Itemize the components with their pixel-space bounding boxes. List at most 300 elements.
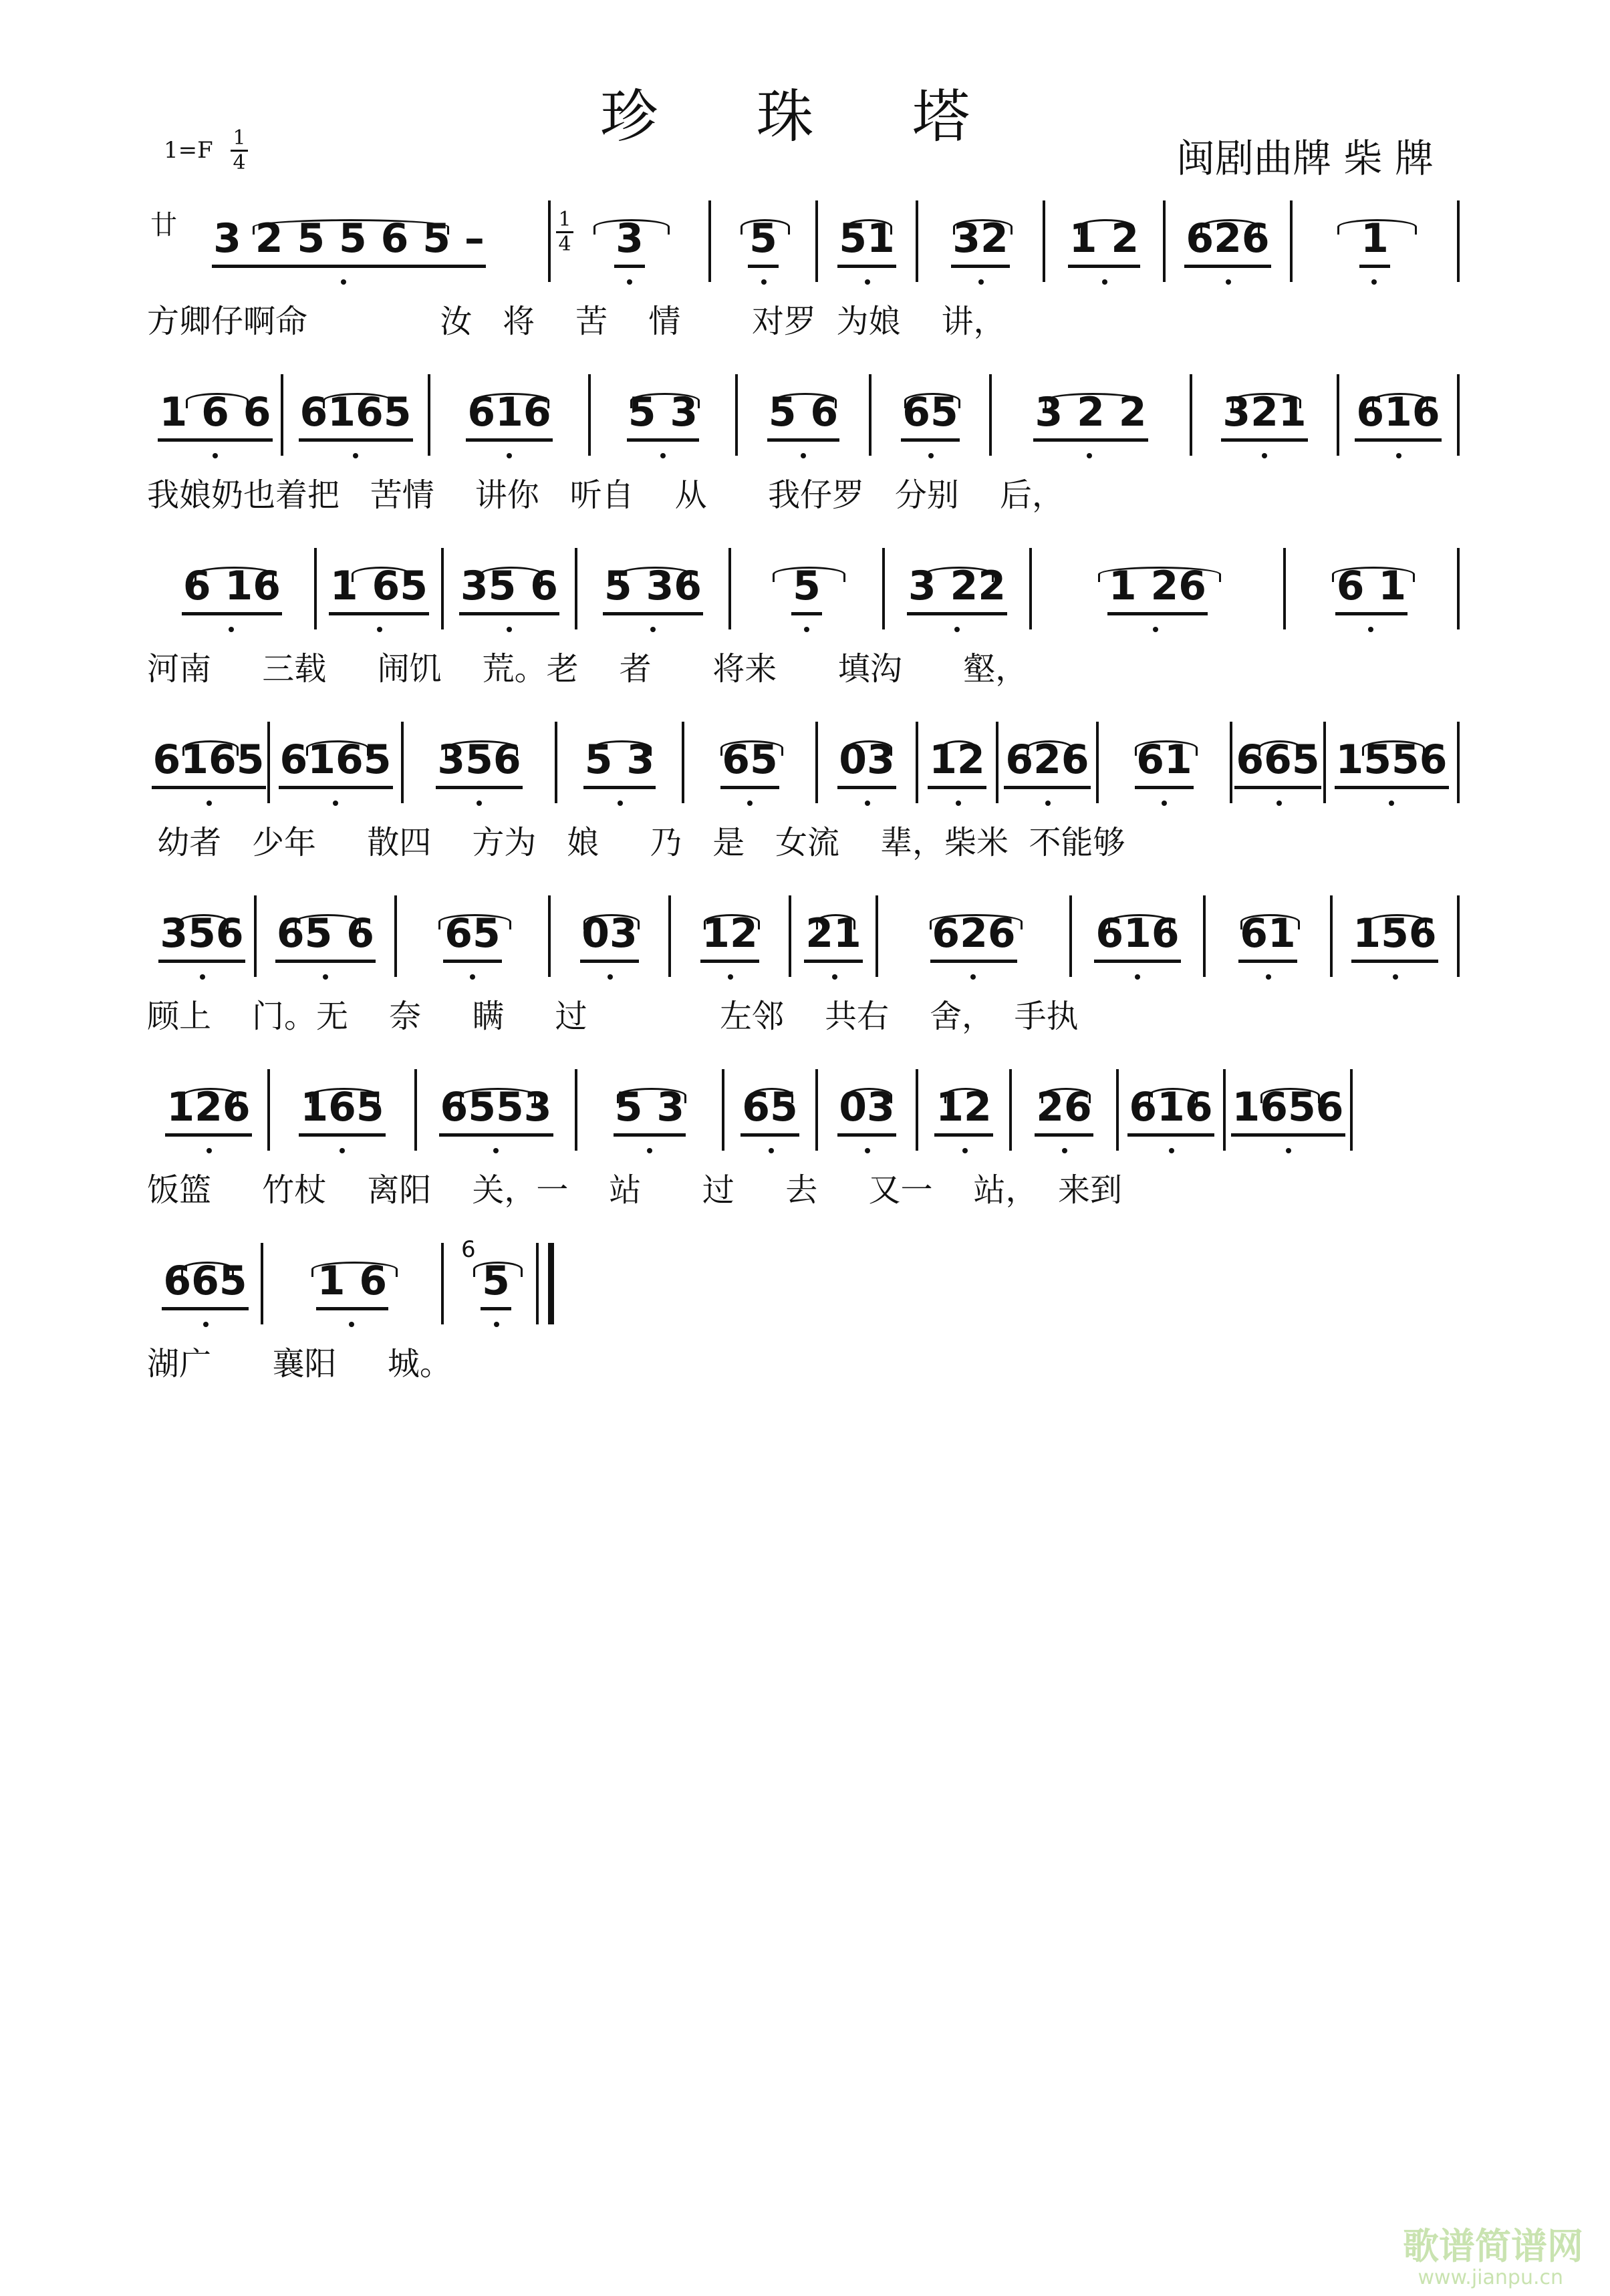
measure-notes: 156 bbox=[1353, 910, 1437, 957]
measure-notes: 6165 bbox=[299, 389, 412, 436]
measure-notes: 5 3 bbox=[584, 736, 655, 783]
measure bbox=[424, 1084, 568, 1137]
octave-dot bbox=[1371, 279, 1377, 285]
measure bbox=[1236, 736, 1320, 790]
slur bbox=[438, 914, 511, 929]
measure-notes: 616 bbox=[467, 389, 551, 436]
octave-dot bbox=[761, 279, 767, 285]
barline bbox=[708, 200, 711, 282]
barline bbox=[1009, 1069, 1012, 1151]
octave-dot bbox=[962, 1148, 968, 1153]
measure bbox=[925, 736, 989, 790]
octave-dot bbox=[647, 1148, 652, 1153]
measure bbox=[718, 215, 809, 269]
barline bbox=[876, 895, 878, 977]
slur bbox=[953, 219, 1013, 235]
measure-notes: 21 bbox=[805, 910, 861, 957]
slur bbox=[1260, 1088, 1320, 1103]
barline bbox=[1457, 895, 1460, 977]
slur bbox=[1258, 740, 1301, 756]
barline bbox=[575, 1069, 577, 1151]
slur bbox=[480, 567, 543, 582]
measure bbox=[925, 1084, 1002, 1137]
slur bbox=[1041, 1088, 1091, 1103]
time-signature bbox=[231, 127, 248, 174]
barline bbox=[1330, 895, 1333, 977]
barline bbox=[668, 895, 671, 977]
barline bbox=[1069, 895, 1072, 977]
barline bbox=[1096, 722, 1099, 803]
measure bbox=[290, 389, 421, 442]
measure bbox=[404, 910, 541, 964]
octave-dot bbox=[323, 974, 328, 980]
measure bbox=[156, 1084, 261, 1137]
inline-time-signature bbox=[556, 208, 573, 256]
octave-dot bbox=[1087, 453, 1092, 458]
time-denominator: 4 bbox=[558, 233, 571, 256]
barline bbox=[1350, 1069, 1353, 1151]
watermark-logo: 歌谱简谱网 bbox=[1403, 2225, 1583, 2267]
octave-dot bbox=[203, 1322, 209, 1327]
measure-notes: 626 bbox=[1005, 736, 1089, 783]
slur bbox=[1240, 914, 1300, 929]
slur bbox=[473, 393, 549, 408]
lyrics-line: 我娘奶也着把 苦情 讲你 听自 从 我仔罗 分别 后， bbox=[147, 476, 1064, 514]
measure bbox=[998, 389, 1183, 442]
barline bbox=[401, 722, 404, 803]
measure-notes: 1 65 bbox=[329, 563, 428, 609]
barline bbox=[1116, 1069, 1119, 1151]
barline bbox=[789, 895, 791, 977]
barline bbox=[1230, 722, 1232, 803]
barline bbox=[996, 722, 998, 803]
octave-dot bbox=[1286, 1148, 1291, 1153]
measure bbox=[557, 910, 662, 964]
barline bbox=[555, 722, 557, 803]
barline bbox=[869, 374, 871, 456]
barline bbox=[575, 548, 577, 629]
lyrics-line: 饭篮 竹杖 离阳 关，一 站 过 去 又一 站， 来到 bbox=[147, 1171, 1123, 1209]
measure bbox=[825, 215, 909, 269]
barline bbox=[441, 548, 444, 629]
slur bbox=[720, 740, 783, 756]
measure-notes: 356 bbox=[437, 736, 521, 783]
barline bbox=[1283, 548, 1286, 629]
measure bbox=[277, 736, 394, 790]
lyrics-line: 方卿仔啊命 汝 将 苦 情 对罗 为娘 讲， bbox=[147, 303, 1006, 340]
slur bbox=[846, 219, 892, 235]
slur bbox=[194, 567, 274, 582]
slur bbox=[751, 1088, 793, 1103]
slur bbox=[1372, 393, 1428, 408]
octave-dot bbox=[728, 974, 733, 980]
score-row bbox=[147, 895, 1477, 1062]
octave-dot bbox=[470, 974, 475, 980]
octave-dot bbox=[660, 453, 666, 458]
measure bbox=[825, 1084, 909, 1137]
measure bbox=[410, 736, 548, 790]
measure-notes: 1 bbox=[1361, 215, 1389, 262]
measure bbox=[1005, 736, 1089, 790]
measure-notes: 65 bbox=[444, 910, 501, 957]
measure-notes: 3 2 5 5 6 5 – bbox=[213, 215, 485, 262]
slur bbox=[1135, 740, 1198, 756]
octave-dot bbox=[493, 1148, 499, 1153]
measure bbox=[892, 563, 1023, 616]
octave-dot bbox=[1045, 801, 1051, 806]
time-numerator: 1 bbox=[558, 208, 571, 231]
measure bbox=[878, 389, 982, 442]
measure-notes: 321 bbox=[1222, 389, 1307, 436]
barline bbox=[1323, 722, 1326, 803]
measure-notes: 5 3 bbox=[628, 389, 698, 436]
measure-notes: 51 bbox=[839, 215, 895, 262]
octave-dot bbox=[954, 627, 960, 632]
measure-notes: 65 bbox=[902, 389, 958, 436]
measure-notes: 6165 bbox=[152, 736, 265, 783]
barline bbox=[1290, 200, 1293, 282]
measure bbox=[738, 563, 876, 616]
measure bbox=[1333, 736, 1450, 790]
octave-dot bbox=[1102, 279, 1107, 285]
slur bbox=[1367, 914, 1427, 929]
barline bbox=[548, 895, 551, 977]
octave-dot bbox=[650, 627, 656, 632]
measure-notes: 6553 bbox=[440, 1084, 552, 1131]
slur bbox=[941, 740, 977, 756]
octave-dot bbox=[928, 453, 934, 458]
measure-notes: 5 bbox=[793, 563, 821, 609]
barline bbox=[441, 1243, 444, 1324]
measure-notes: 126 bbox=[166, 1084, 251, 1131]
octave-dot bbox=[618, 801, 623, 806]
barline bbox=[267, 722, 270, 803]
slur bbox=[182, 1088, 239, 1103]
measure-notes: 3 2 2 bbox=[1035, 389, 1147, 436]
measure bbox=[678, 910, 782, 964]
octave-dot bbox=[970, 974, 976, 980]
slur bbox=[306, 740, 369, 756]
measure bbox=[156, 910, 247, 964]
octave-dot bbox=[865, 1148, 870, 1153]
time-numerator: 1 bbox=[233, 126, 246, 150]
measure bbox=[450, 563, 568, 616]
slur bbox=[295, 914, 361, 929]
slur bbox=[181, 1262, 234, 1277]
score-row bbox=[147, 722, 1477, 889]
measure bbox=[156, 215, 541, 269]
measure bbox=[557, 215, 702, 269]
measure-notes: 1556 bbox=[1335, 736, 1448, 783]
measure bbox=[277, 1084, 408, 1137]
watermark-url: www.jianpu.cn bbox=[1418, 2266, 1563, 2289]
measure-notes: 5 36 bbox=[603, 563, 702, 609]
slur bbox=[583, 914, 640, 929]
barline bbox=[588, 374, 591, 456]
measure bbox=[156, 389, 274, 442]
barline bbox=[1457, 722, 1460, 803]
slur bbox=[924, 567, 994, 582]
octave-dot bbox=[832, 974, 837, 980]
measure-notes: 03 bbox=[839, 736, 895, 783]
measure bbox=[1052, 215, 1156, 269]
score-row bbox=[147, 1069, 1477, 1236]
octave-dot bbox=[747, 801, 753, 806]
barline bbox=[916, 722, 918, 803]
measure bbox=[1232, 1084, 1343, 1137]
octave-dot bbox=[1169, 1148, 1174, 1153]
barline bbox=[428, 374, 430, 456]
slur bbox=[1337, 219, 1417, 235]
octave-dot bbox=[608, 974, 613, 980]
octave-dot bbox=[1389, 801, 1394, 806]
measure-notes: 6165 bbox=[279, 736, 392, 783]
barline bbox=[815, 722, 818, 803]
measure bbox=[564, 736, 675, 790]
octave-dot bbox=[333, 801, 338, 806]
measure-notes: 665 bbox=[163, 1258, 247, 1304]
octave-dot bbox=[1153, 627, 1158, 632]
measure bbox=[1293, 563, 1450, 616]
measure bbox=[156, 1258, 254, 1311]
measure bbox=[1019, 1084, 1109, 1137]
slur bbox=[1362, 740, 1425, 756]
slur bbox=[617, 1088, 686, 1103]
measure-notes: 5 3 bbox=[614, 1084, 685, 1131]
measure bbox=[584, 563, 722, 616]
slur bbox=[619, 567, 692, 582]
barline bbox=[414, 1069, 417, 1151]
key-signature: 1=F bbox=[164, 137, 213, 164]
octave-dot bbox=[956, 801, 961, 806]
measure-notes: 65 bbox=[742, 1084, 798, 1131]
slur bbox=[930, 914, 1023, 929]
slur bbox=[944, 1088, 987, 1103]
measure bbox=[745, 389, 862, 442]
slur bbox=[179, 914, 229, 929]
barline bbox=[267, 1069, 270, 1151]
measure bbox=[1339, 910, 1450, 964]
measure bbox=[270, 1258, 434, 1311]
lyrics-line: 幼者 少年 散四 方为 娘 乃 是 女流 辈，柴米 不能够 bbox=[147, 824, 1125, 861]
measure-notes: 03 bbox=[581, 910, 638, 957]
measure-notes: 1656 bbox=[1232, 1084, 1344, 1131]
slur bbox=[904, 393, 960, 408]
octave-dot bbox=[213, 453, 218, 458]
octave-dot bbox=[627, 279, 632, 285]
measure-notes: 6 16 bbox=[182, 563, 281, 609]
measure bbox=[885, 910, 1063, 964]
measure bbox=[323, 563, 434, 616]
measure bbox=[584, 1084, 715, 1137]
measure-notes: 1 6 bbox=[317, 1258, 388, 1304]
barline bbox=[916, 1069, 918, 1151]
slur bbox=[186, 393, 249, 408]
octave-dot bbox=[1162, 801, 1167, 806]
octave-dot bbox=[769, 1148, 774, 1153]
measure bbox=[798, 910, 869, 964]
barline bbox=[548, 200, 551, 282]
barline bbox=[728, 548, 731, 629]
measure-notes: 61 bbox=[1136, 736, 1192, 783]
slur bbox=[1098, 567, 1221, 582]
octave-dot bbox=[340, 1148, 345, 1153]
octave-dot bbox=[978, 279, 984, 285]
measure-notes: 35 6 bbox=[460, 563, 559, 609]
slur bbox=[1108, 914, 1171, 929]
measure bbox=[1299, 215, 1450, 269]
measure-notes: 165 bbox=[300, 1084, 384, 1131]
barline bbox=[261, 1243, 263, 1324]
octave-dot bbox=[804, 627, 809, 632]
measure-notes: 1 6 6 bbox=[159, 389, 271, 436]
measure-notes: 65 6 bbox=[276, 910, 375, 957]
barline bbox=[1457, 548, 1460, 629]
measure-notes: 626 bbox=[1186, 215, 1270, 262]
octave-dot bbox=[207, 801, 212, 806]
measure-notes: 1 2 bbox=[1069, 215, 1139, 262]
measure-notes: 5 bbox=[749, 215, 777, 262]
score-row bbox=[147, 548, 1477, 715]
slur bbox=[309, 1088, 379, 1103]
measure bbox=[1212, 910, 1323, 964]
octave-dot bbox=[229, 627, 234, 632]
measure-notes: 356 bbox=[160, 910, 244, 957]
measure bbox=[1105, 736, 1223, 790]
measure bbox=[263, 910, 388, 964]
octave-dot bbox=[1135, 974, 1140, 980]
measure-notes: 12 bbox=[702, 910, 758, 957]
measure-notes: 6 1 bbox=[1336, 563, 1407, 609]
slur bbox=[773, 567, 845, 582]
slur bbox=[741, 219, 790, 235]
slur bbox=[704, 914, 760, 929]
measure-notes: 26 bbox=[1036, 1084, 1092, 1131]
barline bbox=[1203, 895, 1206, 977]
slur bbox=[774, 393, 837, 408]
measure bbox=[825, 736, 909, 790]
slur bbox=[592, 740, 652, 756]
measure bbox=[1199, 389, 1330, 442]
measure bbox=[450, 1258, 541, 1311]
octave-dot bbox=[494, 1322, 499, 1327]
barline bbox=[1190, 374, 1192, 456]
slur bbox=[1027, 740, 1073, 756]
measure bbox=[1079, 910, 1196, 964]
slur bbox=[1200, 219, 1260, 235]
octave-dot bbox=[349, 1322, 354, 1327]
barline bbox=[281, 374, 283, 456]
slur bbox=[816, 914, 855, 929]
octave-dot bbox=[1393, 974, 1398, 980]
octave-dot bbox=[477, 801, 482, 806]
barline bbox=[1029, 548, 1032, 629]
measure bbox=[1125, 1084, 1216, 1137]
measure bbox=[1039, 563, 1277, 616]
lyrics-line: 湖广 襄阳 城。 bbox=[147, 1345, 452, 1383]
measure-notes: 1 26 bbox=[1108, 563, 1207, 609]
measure-notes: 3 22 bbox=[908, 563, 1007, 609]
barline bbox=[735, 374, 738, 456]
measure-notes: 616 bbox=[1356, 389, 1440, 436]
barline bbox=[1043, 200, 1045, 282]
slur bbox=[1332, 567, 1415, 582]
measure-notes: 12 bbox=[936, 1084, 992, 1131]
measure bbox=[731, 1084, 809, 1137]
barline bbox=[989, 374, 992, 456]
slur bbox=[473, 1262, 523, 1277]
final-barline bbox=[548, 1243, 554, 1324]
page-title: 珍 珠 塔 bbox=[600, 84, 1010, 150]
free-rhythm-mark: 廿 bbox=[150, 210, 177, 241]
measure-notes: 626 bbox=[932, 910, 1016, 957]
octave-dot bbox=[200, 974, 205, 980]
slur bbox=[1232, 393, 1301, 408]
measure bbox=[597, 389, 728, 442]
measure-notes: 665 bbox=[1236, 736, 1320, 783]
barline bbox=[682, 722, 684, 803]
octave-dot bbox=[507, 627, 512, 632]
barline bbox=[254, 895, 257, 977]
measure-notes: 12 bbox=[929, 736, 985, 783]
barline bbox=[1457, 374, 1460, 456]
measure-notes: 616 bbox=[1095, 910, 1180, 957]
barline bbox=[1457, 200, 1460, 282]
slur bbox=[1148, 1088, 1198, 1103]
barline bbox=[1163, 200, 1166, 282]
grace-note: 6 bbox=[461, 1236, 476, 1263]
slur bbox=[630, 393, 700, 408]
barline bbox=[815, 1069, 818, 1151]
slur bbox=[846, 1088, 892, 1103]
measure bbox=[156, 563, 307, 616]
measure-notes: 03 bbox=[839, 1084, 895, 1131]
octave-dot bbox=[1277, 801, 1282, 806]
octave-dot bbox=[507, 453, 512, 458]
slur bbox=[1078, 219, 1134, 235]
slur bbox=[1045, 393, 1141, 408]
measure bbox=[1346, 389, 1450, 442]
measure bbox=[925, 215, 1036, 269]
score-row bbox=[147, 374, 1477, 541]
score-row bbox=[147, 200, 1477, 368]
measure-notes: 3 bbox=[616, 215, 644, 262]
barline bbox=[916, 200, 918, 282]
slur bbox=[352, 567, 411, 582]
octave-dot bbox=[1396, 453, 1401, 458]
measure-notes: 65 bbox=[722, 736, 778, 783]
slur bbox=[460, 1088, 536, 1103]
measure-notes: 5 bbox=[482, 1258, 510, 1304]
lyrics-line: 河南 三载 闹饥 荒。老 者 将来 填沟 壑， bbox=[147, 650, 1028, 688]
measure bbox=[437, 389, 581, 442]
barline bbox=[1223, 1069, 1226, 1151]
slur bbox=[182, 740, 239, 756]
octave-dot bbox=[865, 801, 870, 806]
barline bbox=[1337, 374, 1339, 456]
measure-notes: 5 6 bbox=[768, 389, 839, 436]
time-denominator: 4 bbox=[233, 151, 246, 174]
barline bbox=[882, 548, 885, 629]
octave-dot bbox=[353, 453, 358, 458]
slur bbox=[846, 740, 892, 756]
slur bbox=[593, 219, 670, 235]
measure bbox=[1172, 215, 1283, 269]
barline bbox=[722, 1069, 724, 1151]
barline bbox=[815, 200, 818, 282]
octave-dot bbox=[377, 627, 382, 632]
genre-label: 闽剧曲牌 柴 牌 bbox=[1176, 136, 1434, 181]
